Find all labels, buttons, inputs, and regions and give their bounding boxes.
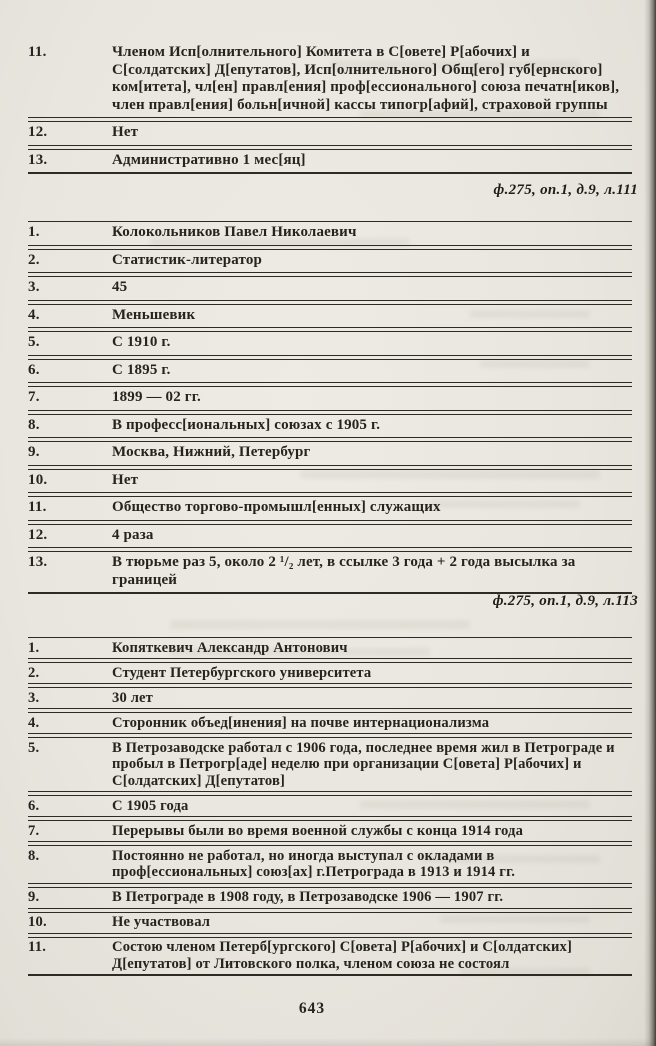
row-text: Меньшевик [112, 306, 196, 323]
row-text: В тюрьме раз 5, около 2 ¹/₂ лет, в ссылке 3 года + 2 года высылка за границей [112, 554, 576, 588]
row-text: Не участвовал [112, 914, 211, 930]
table-row [28, 469, 632, 494]
archive-reference: ф.275, оп.1, д.9, л.111 [493, 182, 638, 198]
row-number: 6. [28, 797, 40, 814]
row-number: 1. [28, 224, 40, 240]
row-number: 12. [28, 124, 48, 140]
table-row [28, 222, 632, 246]
table-row [28, 737, 632, 792]
row-number: 8. [28, 416, 40, 433]
row-number: 2. [28, 664, 40, 681]
row-text: Состою членом Петерб[ургского] С[овета] Р[абочих] и С[олдатских] Д[епутатов] от Литовского полка, членом союза не состоял [112, 939, 572, 972]
row-text: Статистик-литератор [112, 251, 263, 268]
row-number: 5. [28, 739, 40, 756]
row-number: 7. [28, 822, 40, 839]
row-number: 4. [28, 306, 40, 323]
row-number: 2. [28, 251, 40, 268]
row-text: С 1905 года [112, 797, 189, 814]
row-text: Административно 1 мес[яц] [112, 151, 306, 168]
table-row [28, 304, 632, 329]
table-row [28, 887, 632, 909]
row-text: Студент Петербургского университета [112, 664, 372, 681]
table-row [28, 149, 632, 175]
row-text: Постоянно не работал, но иногда выступал с окладами в проф[ессиональных] союз[ах] г.Петрограда в 1913 и 1914 гг. [112, 847, 515, 880]
row-text: Копяткевич Александр Антонович [112, 639, 348, 656]
bleed-through-artifact [170, 620, 470, 629]
table-row [28, 845, 632, 884]
row-number: 12. [28, 526, 48, 543]
row-text: 1899 — 02 гг. [112, 389, 201, 405]
table-row [28, 820, 632, 842]
row-text: Колокольников Павел Николаевич [112, 224, 357, 240]
table-row [28, 551, 632, 594]
row-text: Перерывы были во время военной службы с конца 1914 года [112, 822, 524, 839]
record-table-continuation [28, 42, 632, 174]
row-text: Нет [112, 471, 139, 488]
table-row [28, 249, 632, 274]
table-row [28, 524, 632, 549]
row-text: 45 [112, 279, 128, 295]
row-number: 10. [28, 914, 47, 930]
row-text: В професс[иональных] союзах с 1905 г. [112, 416, 381, 433]
row-text: В Петрограде в 1908 году, в Петрозаводске 1906 — 1907 гг. [112, 889, 504, 905]
row-number: 7. [28, 389, 40, 405]
table-row [28, 414, 632, 439]
row-number: 4. [28, 714, 40, 731]
row-text: 4 раза [112, 526, 154, 543]
row-number: 8. [28, 847, 40, 864]
table-row [28, 42, 632, 118]
table-row [28, 662, 632, 684]
table-row [28, 386, 632, 411]
table-row [28, 687, 632, 709]
table-row [28, 638, 632, 659]
row-number: 11. [28, 939, 47, 955]
row-number: 13. [28, 151, 48, 168]
row-number: 3. [28, 689, 40, 706]
row-text: 30 лет [112, 689, 153, 706]
row-text: Членом Исп[олнительного] Комитета в С[овете] Р[абочих] и С[солдатских] Д[епутатов], Исп[олнительного] Общ[его] губ[ернского] ком[итета], чл[ен] правл[ения] проф[ессионального] союза печатн[иков], член правл[ения] больн[ичной] кассы типогр[афий], страховой группы [112, 44, 620, 113]
page-edge-shadow [644, 0, 656, 1046]
table-row [28, 441, 632, 466]
table-row [28, 276, 632, 301]
row-number: 9. [28, 889, 40, 905]
table-row [28, 937, 632, 977]
row-text: С 1910 г. [112, 334, 171, 350]
row-text: Москва, Нижний, Петербург [112, 444, 311, 460]
page-number: 643 [298, 1000, 326, 1017]
row-text: Сторонник объед[инения] на почве интернационализма [112, 714, 490, 731]
record-table-kolokolnikov [28, 221, 632, 594]
table-row [28, 795, 632, 817]
row-text: В Петрозаводске работал с 1906 года, последнее время жил в Петрограде и пробыл в Петрогр[аде] неделю при организации С[овета] Р[абочих] и С[олдатских] Д[епутатов] [112, 739, 615, 789]
table-row [28, 121, 632, 146]
row-number: 9. [28, 444, 40, 460]
table-row [28, 331, 632, 356]
row-number: 13. [28, 554, 48, 570]
row-number: 5. [28, 334, 40, 350]
archive-reference: ф.275, оп.1, д.9, л.113 [492, 593, 638, 609]
table-row [28, 496, 632, 521]
row-number: 1. [28, 639, 40, 656]
row-text: Общество торгово-промышл[енных] служащих [112, 499, 441, 515]
table-row [28, 359, 632, 384]
row-number: 11. [28, 499, 47, 515]
row-number: 10. [28, 471, 48, 488]
row-text: С 1895 г. [112, 361, 171, 378]
row-text: Нет [112, 124, 139, 140]
record-table-kopyatkevich [28, 637, 632, 976]
row-number: 6. [28, 361, 40, 378]
table-row [28, 712, 632, 734]
page-bottom-shadow [0, 1038, 656, 1046]
row-number: 3. [28, 279, 40, 295]
table-row [28, 912, 632, 934]
row-number: 11. [28, 44, 47, 60]
